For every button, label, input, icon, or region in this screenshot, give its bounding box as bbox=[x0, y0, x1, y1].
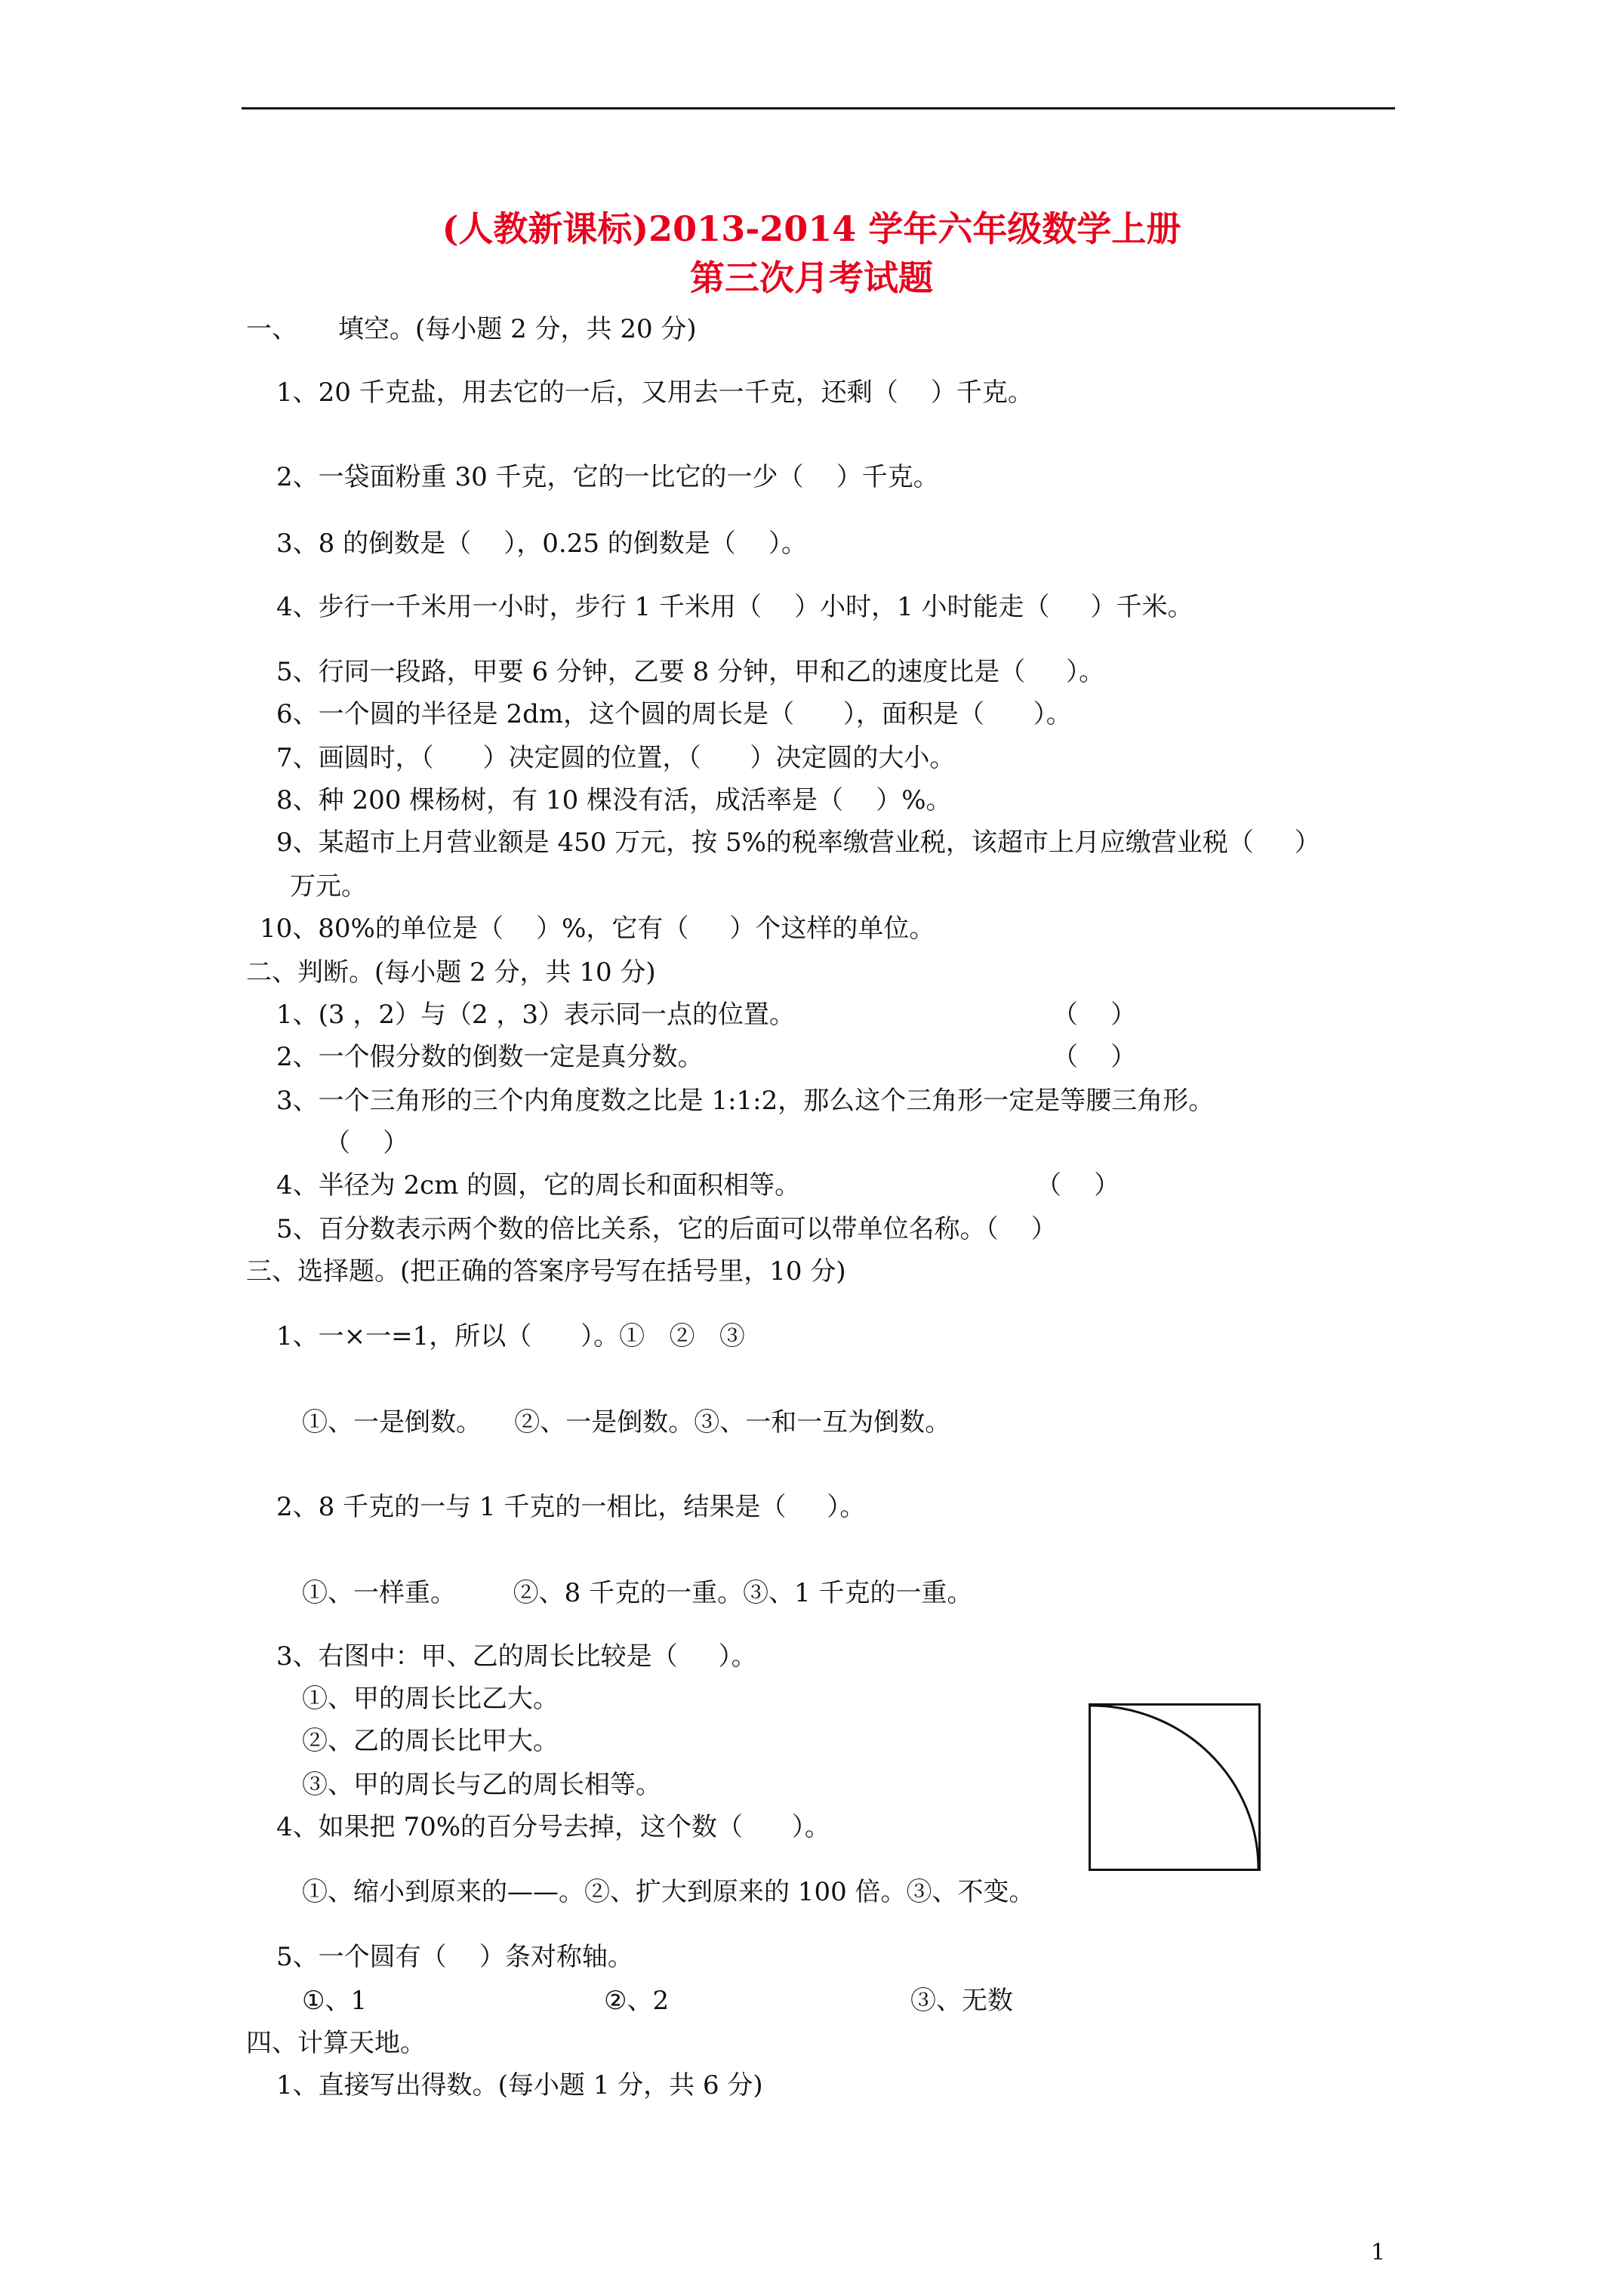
question-1-4: 4、步行一千米用一小时，步行 1 千米用（ ）小时，1 小时能走（ ）千米。 bbox=[276, 592, 1193, 622]
question-1-2: 2、一袋面粉重 30 千克，它的一比它的一少（ ）千克。 bbox=[276, 462, 939, 492]
answer-bracket-2-4: （ ） bbox=[1036, 1170, 1120, 1200]
section-2-heading: 二、判断。(每小题 2 分，共 10 分) bbox=[246, 957, 656, 988]
question-1-1: 1、20 千克盐，用去它的一后，又用去一千克，还剩（ ）千克。 bbox=[276, 378, 1033, 408]
question-4-1: 1、直接写出得数。(每小题 1 分，共 6 分) bbox=[276, 2070, 763, 2100]
option-3-5-b: ②、2 bbox=[604, 1986, 670, 2016]
header-rule bbox=[242, 107, 1395, 109]
question-3-2: 2、8 千克的一与 1 千克的一相比，结果是（ ）。 bbox=[276, 1492, 866, 1522]
options-3-1: ①、一是倒数。 ②、一是倒数。③、一和一互为倒数。 bbox=[302, 1407, 951, 1438]
question-1-5: 5、行同一段路，甲要 6 分钟，乙要 8 分钟，甲和乙的速度比是（ ）。 bbox=[276, 657, 1105, 687]
question-3-3: 3、右图中：甲、乙的周长比较是（ ）。 bbox=[276, 1641, 757, 1672]
question-1-8: 8、种 200 棵杨树，有 10 棵没有活，成活率是（ ）%。 bbox=[276, 785, 952, 815]
option-3-3-c: ③、甲的周长与乙的周长相等。 bbox=[302, 1770, 661, 1800]
question-3-4: 4、如果把 70%的百分号去掉，这个数（ ）。 bbox=[276, 1812, 830, 1842]
page-number: 1 bbox=[1371, 2239, 1386, 2266]
question-1-7: 7、画圆时，（ ）决定圆的位置，（ ）决定圆的大小。 bbox=[276, 743, 956, 773]
square-quarter-circle-figure bbox=[1089, 1703, 1261, 1871]
section-4-heading: 四、计算天地。 bbox=[246, 2028, 426, 2058]
question-1-9-continued: 万元。 bbox=[290, 871, 367, 901]
option-3-5-c: ③、无数 bbox=[910, 1986, 1013, 2016]
section-3-heading: 三、选择题。(把正确的答案序号写在括号里，10 分) bbox=[246, 1256, 846, 1287]
question-2-1: 1、(3 ，2）与（2 ，3）表示同一点的位置。 bbox=[276, 1000, 796, 1030]
question-2-4: 4、半径为 2cm 的圆，它的周长和面积相等。 bbox=[276, 1170, 801, 1200]
question-2-2: 2、一个假分数的倒数一定是真分数。 bbox=[276, 1042, 704, 1072]
answer-bracket-2-2: （ ） bbox=[1052, 1042, 1137, 1072]
answer-bracket-2-1: （ ） bbox=[1052, 1000, 1137, 1030]
options-3-4: ①、缩小到原来的——。②、扩大到原来的 100 倍。③、不变。 bbox=[302, 1877, 1035, 1907]
option-3-3-a: ①、甲的周长比乙大。 bbox=[302, 1684, 559, 1714]
answer-bracket-2-3: （ ） bbox=[325, 1128, 409, 1158]
question-2-3: 3、一个三角形的三个内角度数之比是 1:1:2，那么这个三角形一定是等腰三角形。 bbox=[276, 1086, 1215, 1116]
question-3-1: 1、一×一=1，所以（ ）。① ② ③ bbox=[276, 1321, 745, 1351]
option-3-5-a: ①、1 bbox=[302, 1986, 368, 2016]
document-title-line1: (人教新课标)2013-2014 学年六年级数学上册 bbox=[442, 208, 1181, 249]
option-3-3-b: ②、乙的周长比甲大。 bbox=[302, 1726, 559, 1756]
question-1-3: 3、8 的倒数是（ ），0.25 的倒数是（ ）。 bbox=[276, 529, 808, 559]
section-1-heading: 一、 填空。(每小题 2 分，共 20 分) bbox=[246, 314, 697, 344]
question-1-6: 6、一个圆的半径是 2dm，这个圆的周长是（ ），面积是（ ）。 bbox=[276, 699, 1072, 729]
document-title-line2: 第三次月考试题 bbox=[690, 257, 933, 298]
question-1-9: 9、某超市上月营业额是 450 万元，按 5%的税率缴营业税，该超市上月应缴营业税（ ） bbox=[276, 827, 1320, 858]
question-3-5: 5、一个圆有（ ）条对称轴。 bbox=[276, 1942, 633, 1972]
question-2-5: 5、百分数表示两个数的倍比关系，它的后面可以带单位名称。（ ） bbox=[276, 1214, 1057, 1244]
question-1-10: 10、80%的单位是（ ）%，它有（ ）个这样的单位。 bbox=[260, 914, 935, 944]
options-3-2: ①、一样重。 ②、8 千克的一重。③、1 千克的一重。 bbox=[302, 1578, 973, 1608]
